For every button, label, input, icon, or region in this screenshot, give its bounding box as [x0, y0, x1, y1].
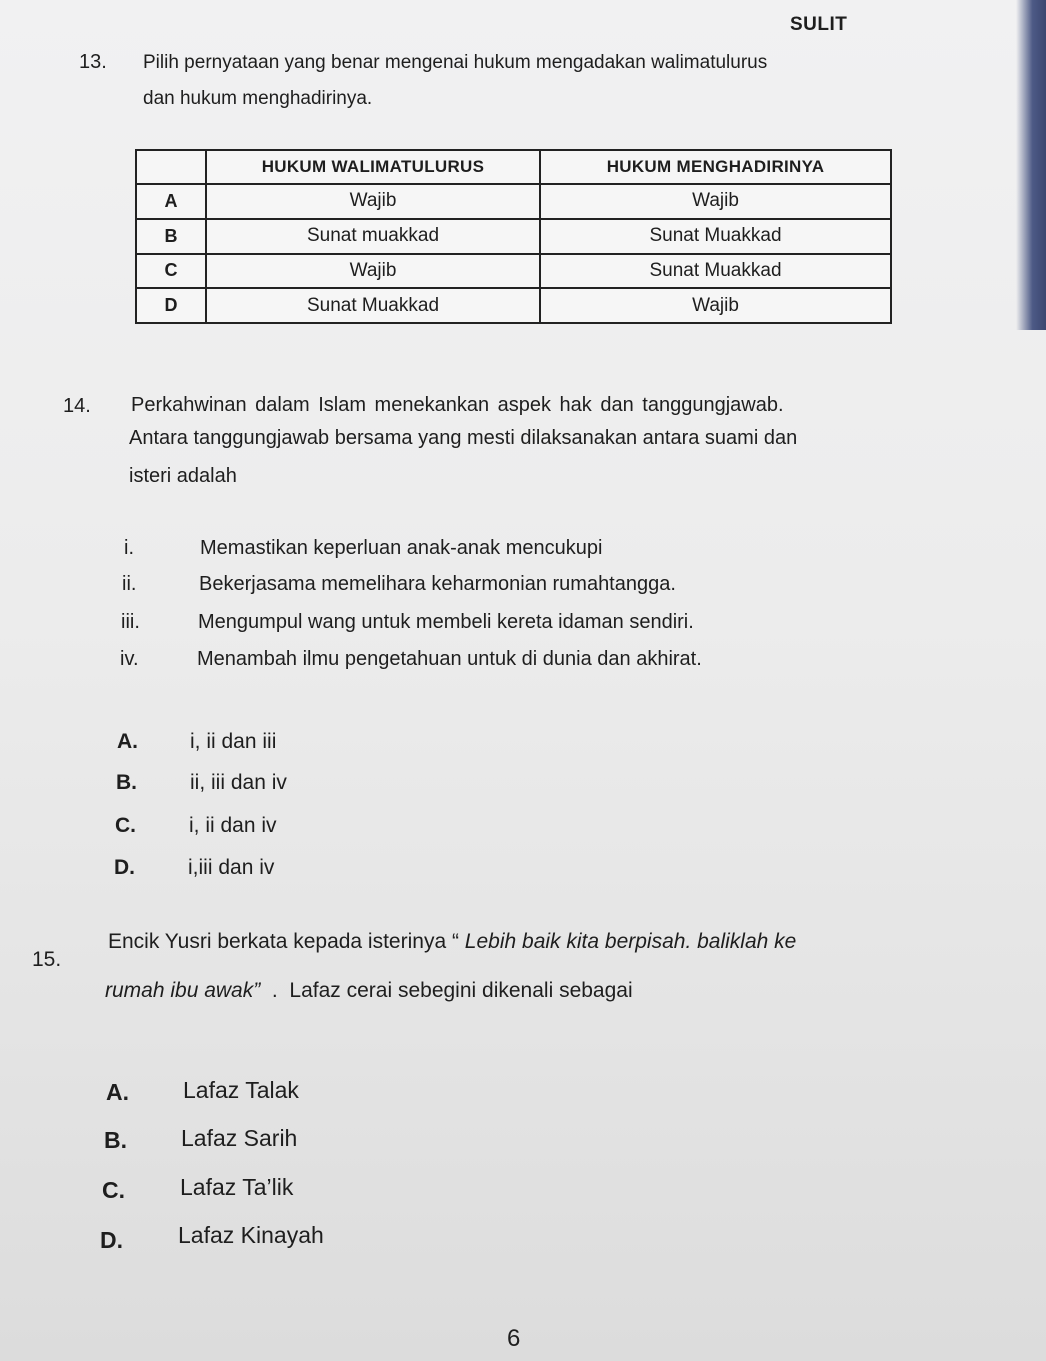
question-14-line-1: Perkahwinan dalam Islam menekankan aspek hak dan tanggungjawab.	[131, 394, 784, 416]
statement-text: Mengumpul wang untuk membeli kereta idaman sendiri.	[198, 611, 694, 633]
question-15-number: 15.	[32, 948, 62, 971]
table-row	[136, 219, 891, 254]
question-15-line-1	[108, 931, 796, 952]
table-cell: Wajib	[540, 288, 891, 323]
statement-number: ii.	[122, 573, 137, 595]
question-14-number: 14.	[63, 395, 91, 417]
table-cell: Wajib	[206, 254, 540, 289]
question-13-line-2: dan hukum menghadirinya.	[143, 88, 373, 109]
table-header-cell: HUKUM WALIMATULURUS	[206, 150, 540, 184]
option-text: i, ii dan iv	[189, 814, 277, 837]
option-label: C.	[102, 1177, 125, 1203]
statement-text: Bekerjasama memelihara keharmonian rumahtangga.	[199, 573, 676, 595]
question-15-line-1-plain: Encik Yusri berkata kepada isterinya “	[108, 930, 465, 953]
option-label: A.	[117, 730, 138, 753]
table-cell: B	[136, 219, 206, 254]
table-cell: Wajib	[206, 184, 540, 219]
option-text: i, ii dan iii	[190, 730, 277, 753]
table-cell: D	[136, 288, 206, 323]
page-number: 6	[507, 1325, 521, 1352]
option-text: Lafaz Kinayah	[178, 1222, 324, 1248]
table-cell: A	[136, 184, 206, 219]
table-cell: Sunat Muakkad	[206, 288, 540, 323]
question-13-line-1: Pilih pernyataan yang benar mengenai hukum mengadakan walimatulurus	[143, 52, 768, 73]
option-label: C.	[115, 814, 136, 837]
table-header-row	[136, 150, 891, 184]
option-text: ii, iii dan iv	[190, 771, 287, 794]
option-label: D.	[100, 1227, 123, 1253]
statement-number: iv.	[120, 648, 139, 670]
option-text: Lafaz Talak	[183, 1077, 299, 1103]
table-header-cell: HUKUM MENGHADIRINYA	[540, 150, 891, 184]
question-14-line-3: isteri adalah	[129, 465, 237, 487]
statement-text: Memastikan keperluan anak-anak mencukupi	[200, 537, 603, 559]
table-header-cell	[136, 150, 206, 184]
page-header: SULIT	[790, 14, 848, 35]
question-15-line-1-italic: Lebih baik kita berpisah. baliklah ke	[464, 930, 797, 953]
table-cell: Sunat Muakkad	[540, 254, 891, 289]
option-text: Lafaz Sarih	[181, 1125, 298, 1151]
option-label: A.	[106, 1079, 129, 1105]
table-row	[136, 254, 891, 289]
option-text: i,iii dan iv	[188, 856, 275, 879]
table-row	[136, 288, 891, 323]
table-row	[136, 184, 891, 219]
page-edge-shadow	[1016, 0, 1046, 330]
table-cell: Sunat Muakkad	[540, 219, 891, 254]
question-13-number: 13.	[79, 51, 107, 73]
table-cell: C	[136, 254, 206, 289]
table-cell: Wajib	[540, 184, 891, 219]
statement-text: Menambah ilmu pengetahuan untuk di dunia dan akhirat.	[197, 648, 702, 670]
option-text: Lafaz Ta’lik	[180, 1174, 294, 1200]
statement-number: i.	[124, 537, 134, 559]
question-15-line-2-plain: . Lafaz cerai sebegini dikenali sebagai	[260, 979, 633, 1002]
question-15-line-2	[105, 980, 633, 1001]
question-14-line-2: Antara tanggungjawab bersama yang mesti dilaksanakan antara suami dan	[129, 427, 798, 449]
table-cell: Sunat muakkad	[206, 219, 540, 254]
statement-number: iii.	[121, 611, 140, 633]
option-label: D.	[114, 856, 135, 879]
question-15-line-2-italic: rumah ibu awak”	[105, 979, 261, 1002]
option-label: B.	[104, 1127, 127, 1153]
option-label: B.	[116, 771, 137, 794]
question-13-table	[135, 149, 892, 324]
